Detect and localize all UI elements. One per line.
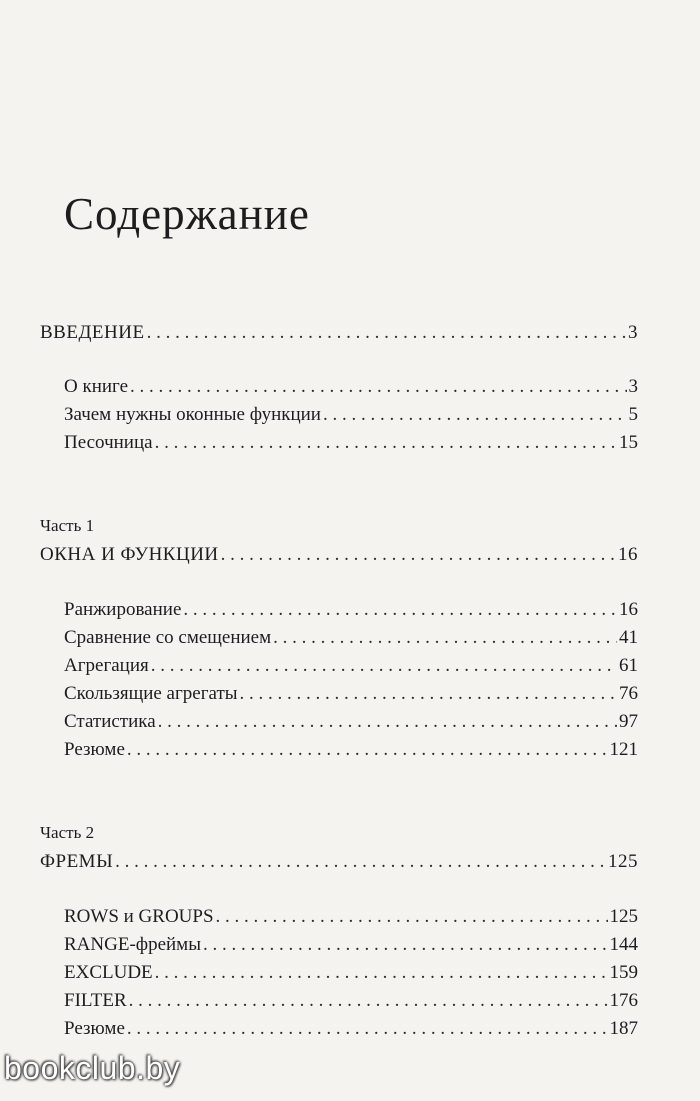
toc-page-number: 76 [619,683,638,704]
toc-entry-label: Резюме [64,1018,125,1039]
dot-leader [155,428,617,458]
toc-heading-part2 [40,847,638,877]
toc-entry [64,958,638,988]
toc-entry-label: Ранжирование [64,599,182,620]
dot-leader [147,318,626,348]
dot-leader [273,623,617,653]
toc-entry-label: FILTER [64,990,127,1011]
toc-entry [64,651,638,681]
toc-page-number: 125 [609,906,638,927]
toc-page-number: 187 [609,1018,638,1039]
toc-page-number: 5 [628,404,638,425]
toc-entry-label: EXCLUDE [64,962,153,983]
toc-entry [64,595,638,625]
toc-entry [64,986,638,1016]
dot-leader [127,1014,608,1044]
toc-entry-label: Песочница [64,432,153,453]
dot-leader [221,540,616,570]
part-label: Часть 1 [40,516,95,535]
dot-leader [323,400,627,430]
toc-entry [64,623,638,653]
toc-page-number: 3 [628,322,638,343]
toc-entry [64,372,638,402]
toc-page-number: 16 [619,599,638,620]
toc-heading-part1 [40,540,638,570]
dot-leader [183,595,617,625]
dot-leader [158,707,617,737]
toc-entry-label: Зачем нужны оконные функции [64,404,321,425]
toc-entry-label: ROWS и GROUPS [64,906,214,927]
toc-entry [64,428,638,458]
toc-entry [64,930,638,960]
dot-leader [216,902,608,932]
toc-entry [64,735,638,765]
toc-entry [64,707,638,737]
toc-page-number: 176 [609,990,638,1011]
toc-entry-label: Агрегация [64,655,149,676]
toc-entry-label: Статистика [64,711,156,732]
toc-entry [64,1014,638,1044]
dot-leader [129,986,608,1016]
toc-page-number: 125 [608,851,638,872]
toc-entry-label: ОКНА И ФУНКЦИИ [40,544,219,565]
toc-entry [64,400,638,430]
toc-entry [64,902,638,932]
toc-page-number: 159 [609,962,638,983]
part-label: Часть 2 [40,823,95,842]
toc-page-number: 121 [609,739,638,760]
dot-leader [130,372,626,402]
dot-leader [151,651,617,681]
toc-entry-label: Резюме [64,739,125,760]
dot-leader [127,735,608,765]
toc-entry-label: О книге [64,376,129,397]
dot-leader [203,930,608,960]
toc-page-number: 144 [609,934,638,955]
toc-entry-label: ФРЕМЫ [40,851,114,872]
dot-leader [155,958,608,988]
toc-heading-intro [40,318,638,348]
toc-entry-label: ВВЕДЕНИЕ [40,322,145,343]
toc-entry-label: RANGE-фреймы [64,934,201,955]
toc-page-number: 15 [619,432,638,453]
dot-leader [115,847,606,877]
toc-page-number: 3 [628,376,638,397]
toc-entry-label: Скользящие агрегаты [64,683,238,704]
dot-leader [240,679,617,709]
watermark: bookclub.by [4,1050,181,1086]
toc-entry [64,679,638,709]
page-title: Содержание [64,189,310,239]
toc-page-number: 16 [618,544,638,565]
toc-page-number: 41 [619,627,638,648]
toc-page-number: 97 [619,711,638,732]
toc-page-number: 61 [619,655,638,676]
toc-entry-label: Сравнение со смещением [64,627,272,648]
